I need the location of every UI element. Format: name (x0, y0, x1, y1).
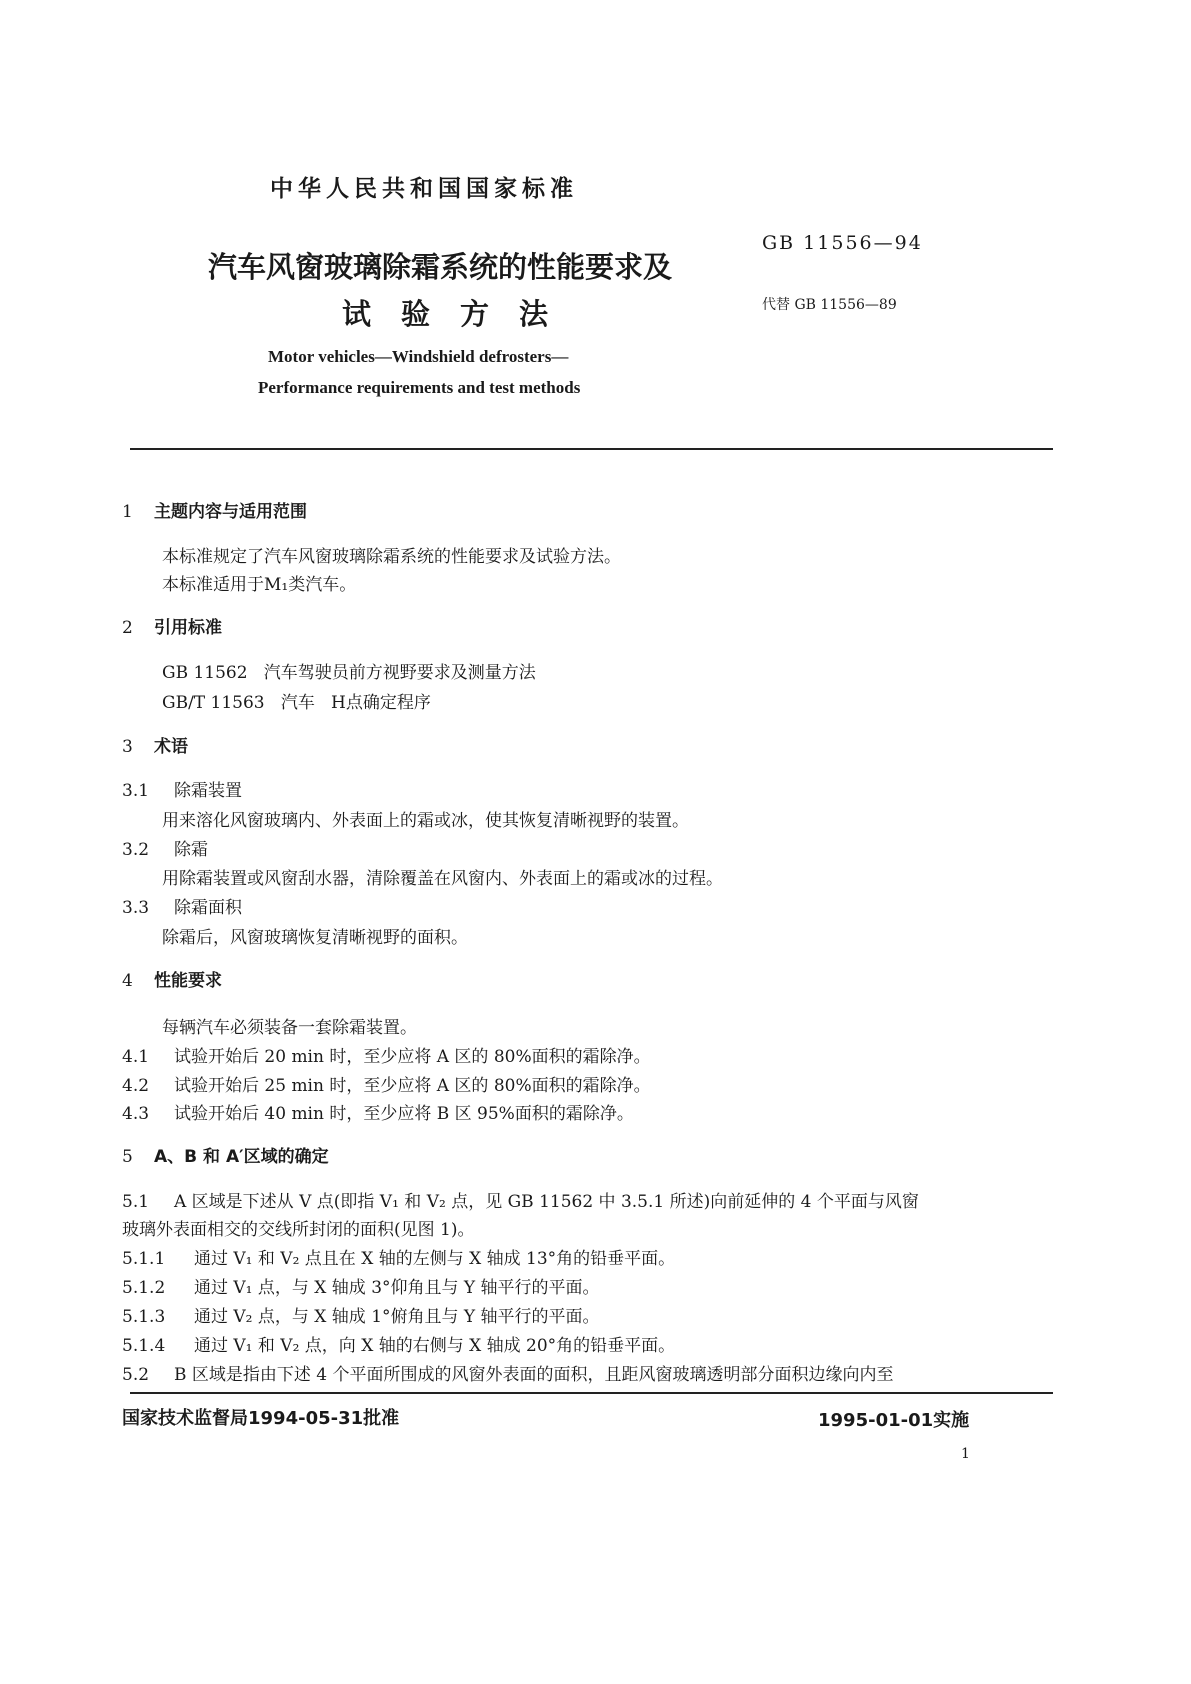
term-heading: 3.2 除霜 (122, 840, 208, 860)
paragraph: 本标准适用于M₁类汽车。 (162, 575, 357, 595)
term-definition: 用除霜装置或风窗刮水器，清除覆盖在风窗内、外表面上的霜或冰的过程。 (162, 869, 723, 889)
replaces-code: 代替 GB 11556—89 (762, 297, 897, 313)
requirement-item: 4.2 试验开始后 25 min 时，至少应将 A 区的 80%面积的霜除净。 (122, 1076, 651, 1096)
plane-item: 5.1.1 通过 V₁ 和 V₂ 点且在 X 轴的左侧与 X 轴成 13°角的铅垂平面。 (122, 1249, 676, 1269)
reference-item: GB/T 11563 汽车 H点确定程序 (162, 693, 431, 713)
term-definition: 除霜后，风窗玻璃恢复清晰视野的面积。 (162, 928, 468, 948)
term-definition: 用来溶化风窗玻璃内、外表面上的霜或冰，使其恢复清晰视野的装置。 (162, 811, 689, 831)
reference-item: GB 11562 汽车驾驶员前方视野要求及测量方法 (162, 663, 536, 683)
term-heading: 3.1 除霜装置 (122, 781, 242, 801)
national-standard-title: 中华人民共和国国家标准 (270, 176, 578, 202)
paragraph: 5.1 A 区域是下述从 V 点(即指 V₁ 和 V₂ 点，见 GB 11562 中 3.5.1 所述)向前延伸的 4 个平面与风窗 (122, 1192, 919, 1212)
section-heading: 3 术语 (122, 737, 188, 757)
plane-item: 5.1.2 通过 V₁ 点，与 X 轴成 3°仰角且与 Y 轴平行的平面。 (122, 1278, 600, 1298)
paragraph: 玻璃外表面相交的交线所封闭的面积(见图 1)。 (122, 1220, 475, 1240)
plane-item: 5.1.4 通过 V₁ 和 V₂ 点，向 X 轴的右侧与 X 轴成 20°角的铅垂平面。 (122, 1336, 676, 1356)
paragraph: 5.2 B 区域是指由下述 4 个平面所围成的风窗外表面的面积，且距风窗玻璃透明部分面积边缘向内至 (122, 1365, 894, 1385)
term-heading: 3.3 除霜面积 (122, 898, 242, 918)
section-heading: 1 主题内容与适用范围 (122, 502, 307, 522)
title-line-2: 试验方法 (342, 297, 579, 331)
section-heading: 2 引用标准 (122, 618, 222, 638)
plane-item: 5.1.3 通过 V₂ 点，与 X 轴成 1°俯角且与 Y 轴平行的平面。 (122, 1307, 600, 1327)
section-heading: 4 性能要求 (122, 971, 222, 991)
english-title-line-1: Motor vehicles—Windshield defrosters— (268, 347, 569, 366)
section-heading: 5 A、B 和 A′区域的确定 (122, 1147, 329, 1167)
requirement-item: 4.3 试验开始后 40 min 时，至少应将 B 区 95%面积的霜除净。 (122, 1104, 634, 1124)
requirement-item: 4.1 试验开始后 20 min 时，至少应将 A 区的 80%面积的霜除净。 (122, 1047, 651, 1067)
standard-code: GB 11556—94 (762, 232, 923, 254)
header-rule (130, 448, 1053, 450)
approval-info: 国家技术监督局1994-05-31批准 (122, 1408, 400, 1429)
effective-date: 1995-01-01实施 (818, 1410, 970, 1431)
english-title-line-2: Performance requirements and test methods (258, 378, 581, 397)
page-number: 1 (961, 1446, 970, 1462)
footer-rule (130, 1392, 1053, 1394)
paragraph: 本标准规定了汽车风窗玻璃除霜系统的性能要求及试验方法。 (162, 547, 621, 567)
paragraph: 每辆汽车必须装备一套除霜装置。 (162, 1018, 417, 1038)
title-line-1: 汽车风窗玻璃除霜系统的性能要求及 (208, 250, 673, 284)
